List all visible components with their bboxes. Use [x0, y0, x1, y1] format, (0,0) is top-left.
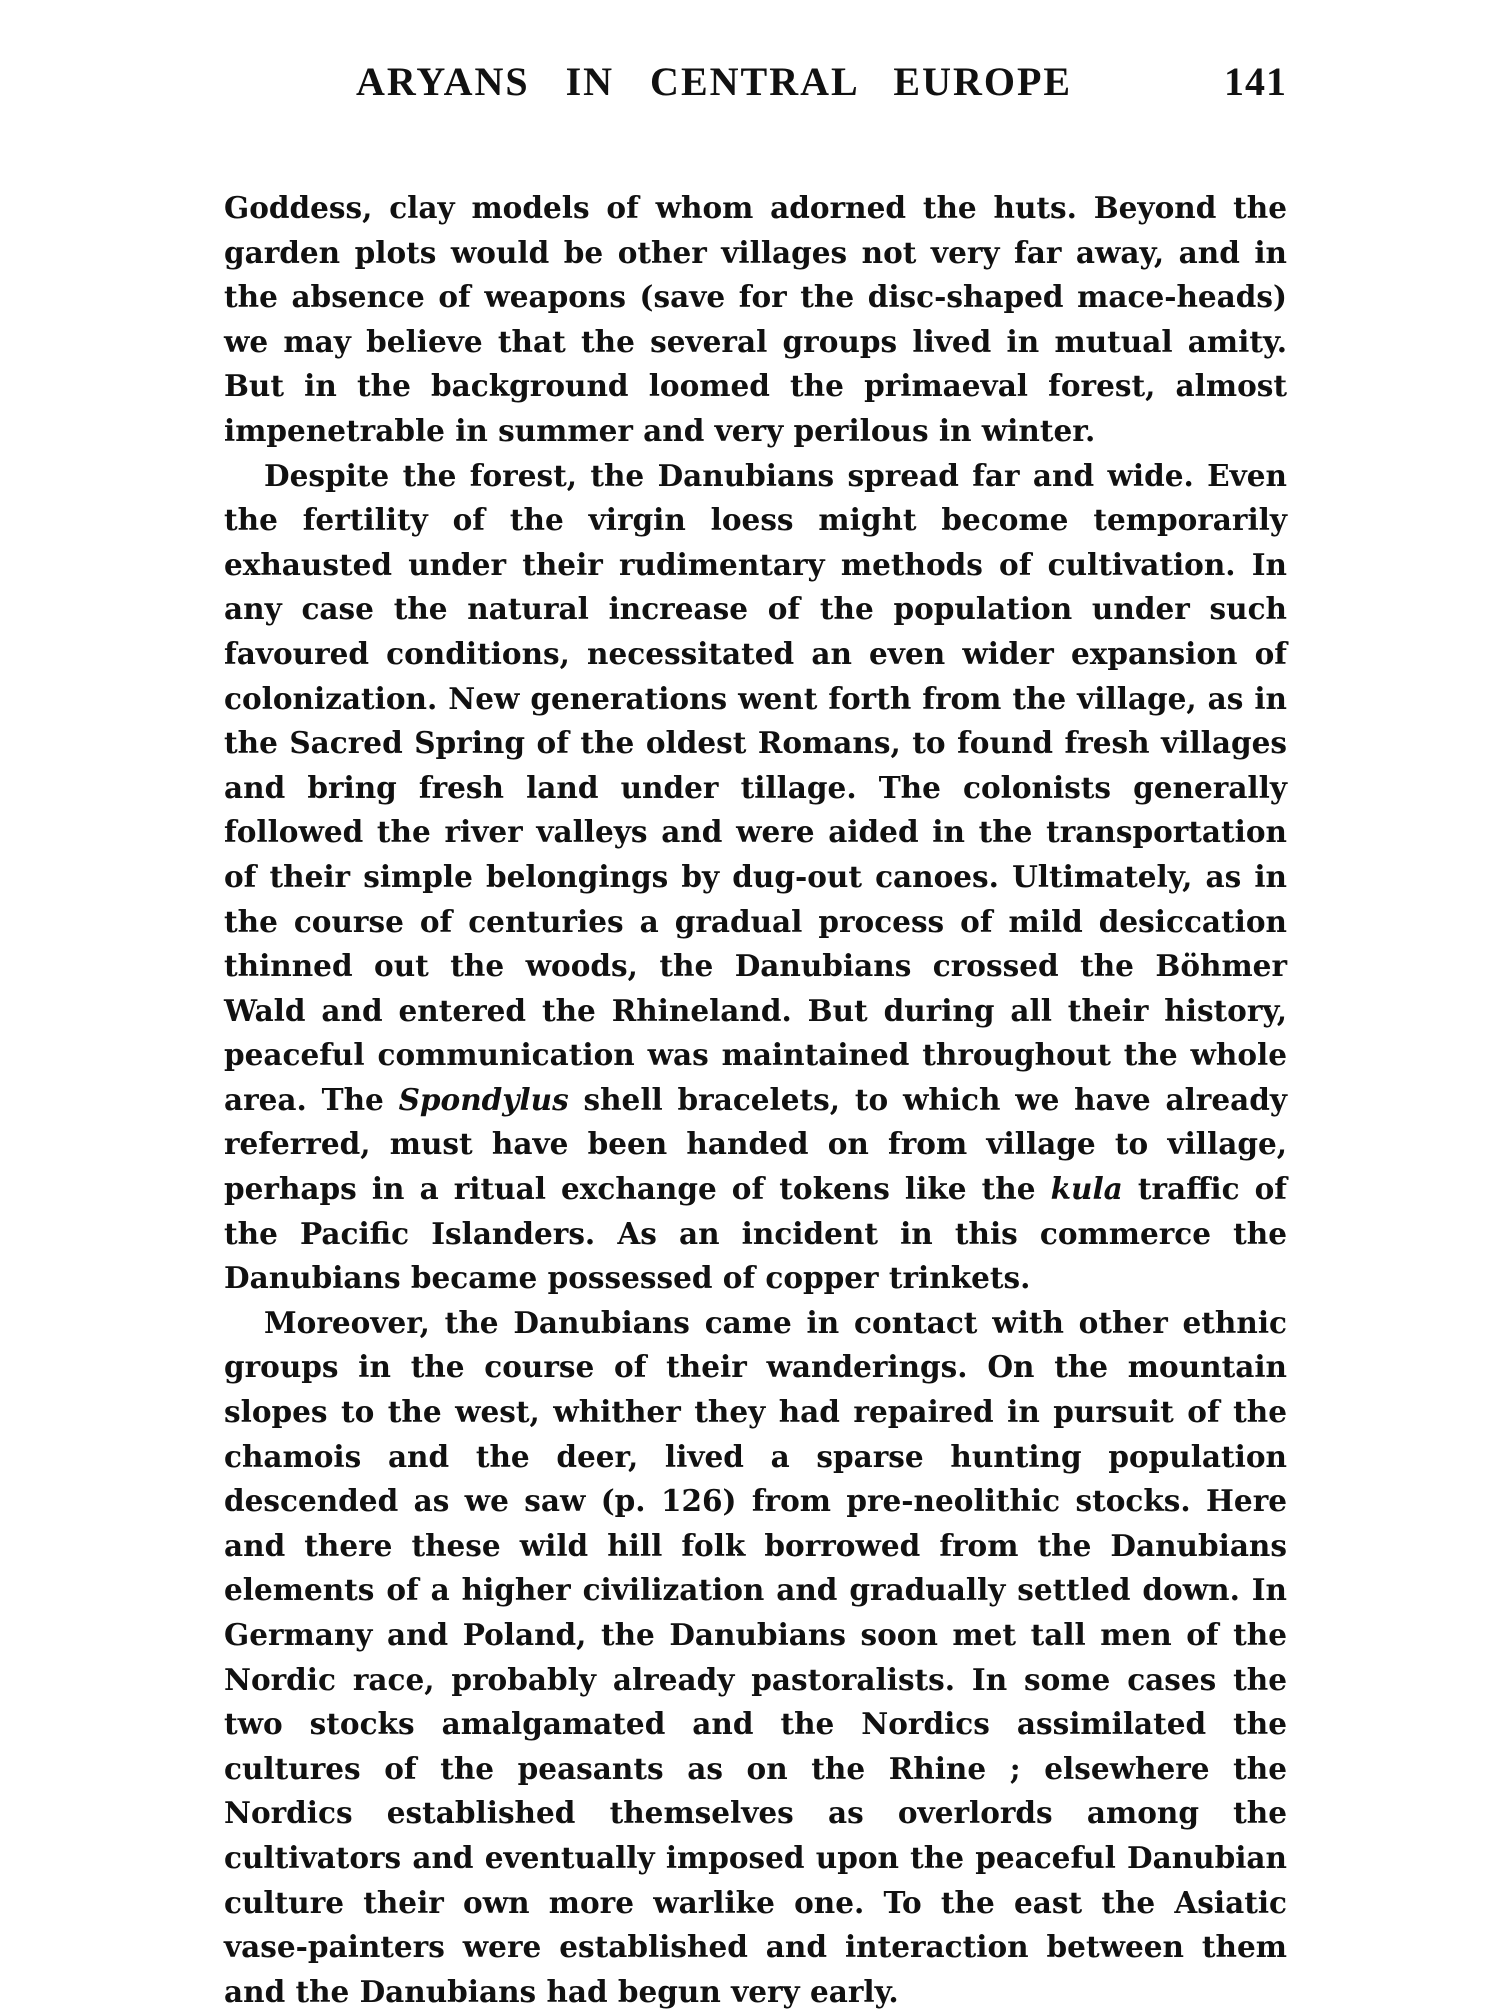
running-title: ARYANS IN CENTRAL EUROPE	[356, 59, 1073, 104]
paragraph-2-part-3: traffic of the Pacific Islanders. As an incident in this commerce the Danubians became possessed of copper trinkets.	[224, 1171, 1287, 1296]
paragraph-2-part-2: shell bracelets, to which we have already referred, must have been handed on from village to village, perhaps in a ritual exchange of tokens like the	[224, 1081, 1287, 1207]
paragraph-3: Moreover, the Danubians came in contact with other ethnic groups in the course of their wanderings. On the mountain slopes to the west, whither they had repaired in pursuit of the chamois and the deer, lived a sparse hunting population descended as we saw (p. 126) from pre-neolithic stocks. Here and there these wild hill folk borrowed from the Danubians elements of a higher civilization and gradually settled down. In Germany and Poland, the Danubians soon met tall men of the Nordic race, probably already pastoralists. In some cases the two stocks amalgamated and the Nordics assimilated the cultures of the peasants as on the Rhine ; elsewhere the Nordics established themselves as overlords among the cultivators and eventually imposed upon the peaceful Danubian culture their own more warlike one. To the east the Asiatic vase-painters were established and interaction between them and the Danubians had begun very early.	[224, 1304, 1287, 2009]
paragraph-2-part-1: Despite the forest, the Danubians spread far and wide. Even the fertility of the virgin loess might become temporarily exhausted under their rudimentary methods of cultivation. In any case the natural increase of the population under such favoured conditions, necessitated an even wider expansion of colonization. New generations went forth from the village, as in the Sacred Spring of the oldest Romans, to found fresh villages and bring fresh land under tillage. The colonists generally followed the river valleys and were aided in the transportation of their simple belongings by dug-out canoes. Ultimately, as in the course of centuries a gradual process of mild desiccation thinned out the woods, the Danubians crossed the Böhmer Wald and entered the Rhineland. But during all their history, peaceful communication was maintained throughout the whole area. The	[224, 457, 1287, 1117]
page-number: 141	[1224, 59, 1287, 104]
italic-kula: kula	[1050, 1171, 1123, 1207]
paragraph-2	[224, 454, 1287, 1301]
body-text	[224, 186, 1287, 2014]
paragraph-1: Goddess, clay models of whom adorned the huts. Beyond the garden plots would be other villages not very far away, and in the absence of weapons (save for the disc-shaped mace-heads) we may believe that the several groups lived in mutual amity. But in the background loomed the primaeval forest, almost impenetrable in summer and very perilous in winter.	[224, 190, 1287, 448]
book-page	[224, 50, 1287, 2014]
running-head	[224, 50, 1287, 120]
italic-spondylus: Spondylus	[398, 1081, 569, 1117]
